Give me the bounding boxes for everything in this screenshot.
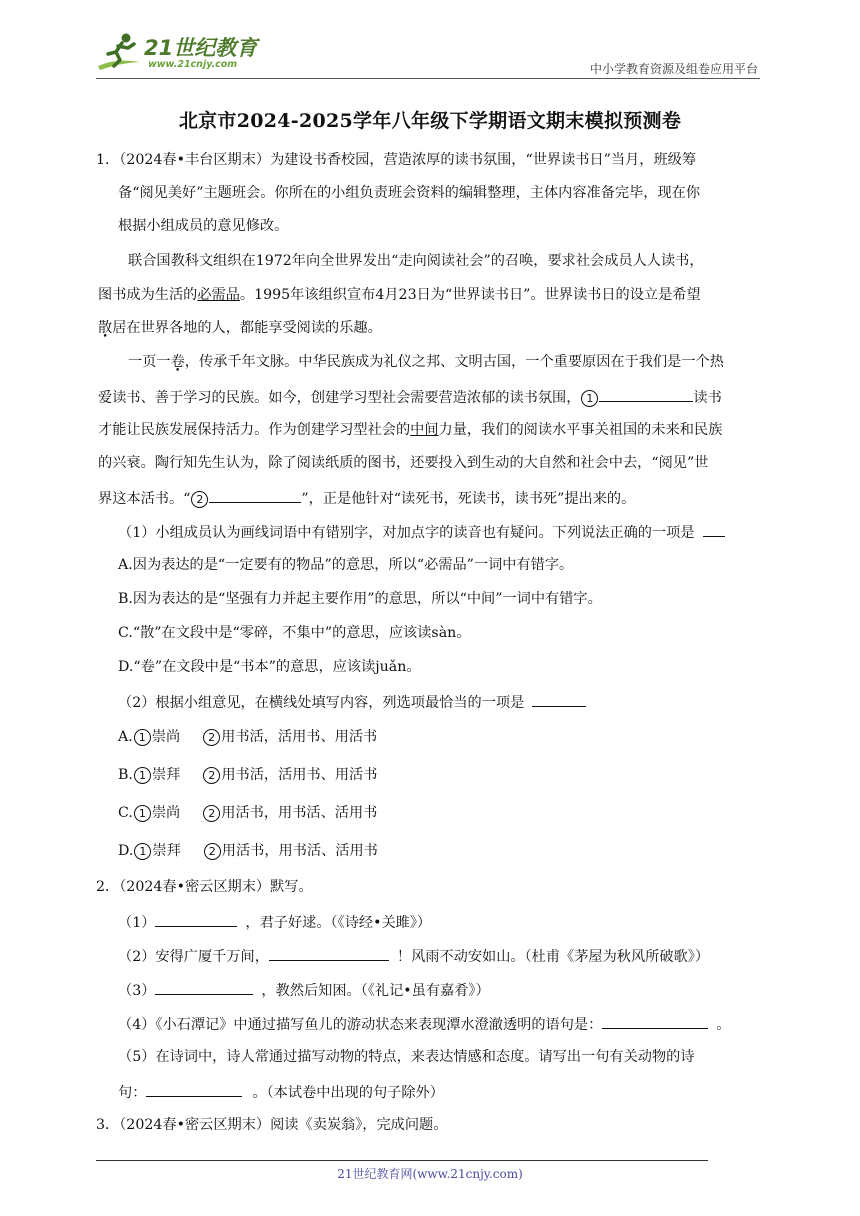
footer-link[interactable]: 21世纪教育网(www.21cnjy.com) bbox=[337, 1167, 523, 1181]
q2-item-5-line2: 句： 。（本试卷中出现的句子除外） bbox=[118, 1081, 444, 1103]
circled-number-1: 1 bbox=[581, 390, 598, 407]
dictation-blank-2[interactable] bbox=[269, 945, 389, 961]
passage-p2-line3: 才能让民族发展保持活力。作为创建学习型社会的中间力量，我们的阅读水平事关祖国的未来和民族 bbox=[98, 422, 723, 438]
dotted-char-san: 散 bbox=[98, 320, 113, 336]
q3-heading: 3．（2024春•密云区期末）阅读《卖炭翁》，完成问题。 bbox=[96, 1117, 448, 1133]
page-title: 北京市2024-2025学年八年级下学期语文期末模拟预测卷 bbox=[178, 110, 682, 132]
dictation-blank-3[interactable] bbox=[155, 979, 253, 995]
q2-heading: 2．（2024春•密云区期末）默写。 bbox=[96, 879, 313, 895]
underlined-word-zhongjian: 中间 bbox=[410, 422, 439, 438]
answer-blank-sub1[interactable] bbox=[703, 521, 725, 537]
q1-sub2-stem: （2）根据小组意见，在横线处填写内容，列选项最恰当的一项是 bbox=[118, 691, 586, 713]
q2-item-2: （2）安得广厦千万间， ！风雨不动安如山。（杜甫《茅屋为秋风所破歌》） bbox=[118, 945, 709, 967]
q1-intro-line3: 根据小组成员的意见修改。 bbox=[118, 218, 289, 234]
page-header bbox=[96, 30, 760, 80]
header-divider bbox=[96, 78, 760, 79]
dictation-blank-4[interactable] bbox=[602, 1013, 708, 1029]
dotted-char-juan: 卷 bbox=[170, 354, 185, 370]
q1-sub2-option-c[interactable]: C. 1 崇尚 2 用活书，用书活、活用书 bbox=[118, 805, 378, 821]
q1-sub1-option-b[interactable]: B.因为表达的是“坚强有力并起主要作用”的意思，所以“中间”一词中有错字。 bbox=[118, 591, 602, 607]
q1-sub1-stem: （1）小组成员认为画线词语中有错别字，对加点字的读音也有疑问。下列说法正确的一项是 bbox=[118, 521, 725, 543]
footer-divider bbox=[96, 1160, 708, 1161]
q1-sub1-option-d[interactable]: D.“卷”在文段中是“书本”的意思，应该读juǎn。 bbox=[118, 659, 421, 675]
q1-sub2-option-d[interactable]: D. 1 崇拜 2 用活书，用书活、活用书 bbox=[118, 843, 378, 859]
circled-number-2: 2 bbox=[191, 491, 208, 508]
passage-p1-line3: 散居在世界各地的人，都能享受阅读的乐趣。 bbox=[98, 320, 382, 336]
dictation-blank-5[interactable] bbox=[146, 1081, 242, 1097]
blank-1[interactable] bbox=[599, 386, 693, 402]
runner-logo-icon bbox=[96, 32, 142, 72]
passage-p2-line5: 界这本活书。“ 2 ”，正是他针对“读死书，死读书，读书死”提出来的。 bbox=[98, 487, 635, 509]
q1-sub1-option-c[interactable]: C.“散”在文段中是“零碎，不集中”的意思，应该读sàn。 bbox=[118, 625, 471, 641]
passage-p1-line2: 图书成为生活的必需品。1995年该组织宣布4月23日为“世界读书日”。世界读书日的设立是希望 bbox=[98, 287, 701, 303]
q1-sub2-option-a[interactable]: A. 1 崇尚 2 用书活，活用书、用活书 bbox=[118, 729, 378, 745]
blank-2[interactable] bbox=[209, 487, 301, 503]
dictation-blank-1[interactable] bbox=[155, 911, 237, 927]
q2-item-3: （3） ，教然后知困。（《礼记•虽有嘉肴》） bbox=[118, 979, 490, 1001]
answer-blank-sub2[interactable] bbox=[532, 691, 586, 707]
q2-item-4: （4）《小石潭记》中通过描写鱼儿的游动状态来表现潭水澄澈透明的语句是： 。 bbox=[118, 1013, 731, 1035]
passage-p2-line4: 的兴衰。陶行知先生认为，除了阅读纸质的图书，还要投入到生动的大自然和社会中去，“阅见”世 bbox=[98, 455, 709, 471]
passage-p2-line2: 爱读书、善于学习的民族。如今，创建学习型社会需要营造浓郁的读书氛围， 1 读书 bbox=[98, 386, 722, 408]
q1-intro-line2: 备“阅见美好”主题班会。你所在的小组负责班会资料的编辑整理，主体内容准备完毕，现在你 bbox=[118, 185, 701, 201]
q1-sub1-option-a[interactable]: A.因为表达的是“一定要有的物品”的意思，所以“必需品”一词中有错字。 bbox=[118, 557, 574, 573]
logo-url: www.21cnjy.com bbox=[148, 59, 238, 70]
platform-name: 中小学教育资源及组卷应用平台 bbox=[589, 62, 758, 76]
q2-item-1: （1） ，君子好逑。（《诗经•关雎》） bbox=[118, 911, 431, 933]
passage-p2-line1: 一页一卷，传承千年文脉。中华民族成为礼仪之邦、文明古国，一个重要原因在于我们是一个热 bbox=[128, 354, 724, 370]
site-logo[interactable] bbox=[96, 30, 266, 78]
q1-intro-line1: 1．（2024春•丰台区期末）为建设书香校园，营造浓厚的读书氛围，“世界读书日”当月，班级筹 bbox=[96, 152, 697, 168]
q2-item-5-line1: （5）在诗词中，诗人常通过描写动物的特点，来表达情感和态度。请写出一句有关动物的诗 bbox=[118, 1049, 695, 1065]
underlined-word-bixupin: 必需品 bbox=[197, 287, 240, 303]
logo-text: 21世纪教育 bbox=[144, 36, 258, 60]
passage-p1-line1: 联合国教科文组织在1972年向全世界发出“走向阅读社会”的召唤，要求社会成员人人读书， bbox=[128, 253, 704, 269]
q1-sub2-option-b[interactable]: B. 1 崇拜 2 用书活，活用书、用活书 bbox=[118, 767, 378, 783]
